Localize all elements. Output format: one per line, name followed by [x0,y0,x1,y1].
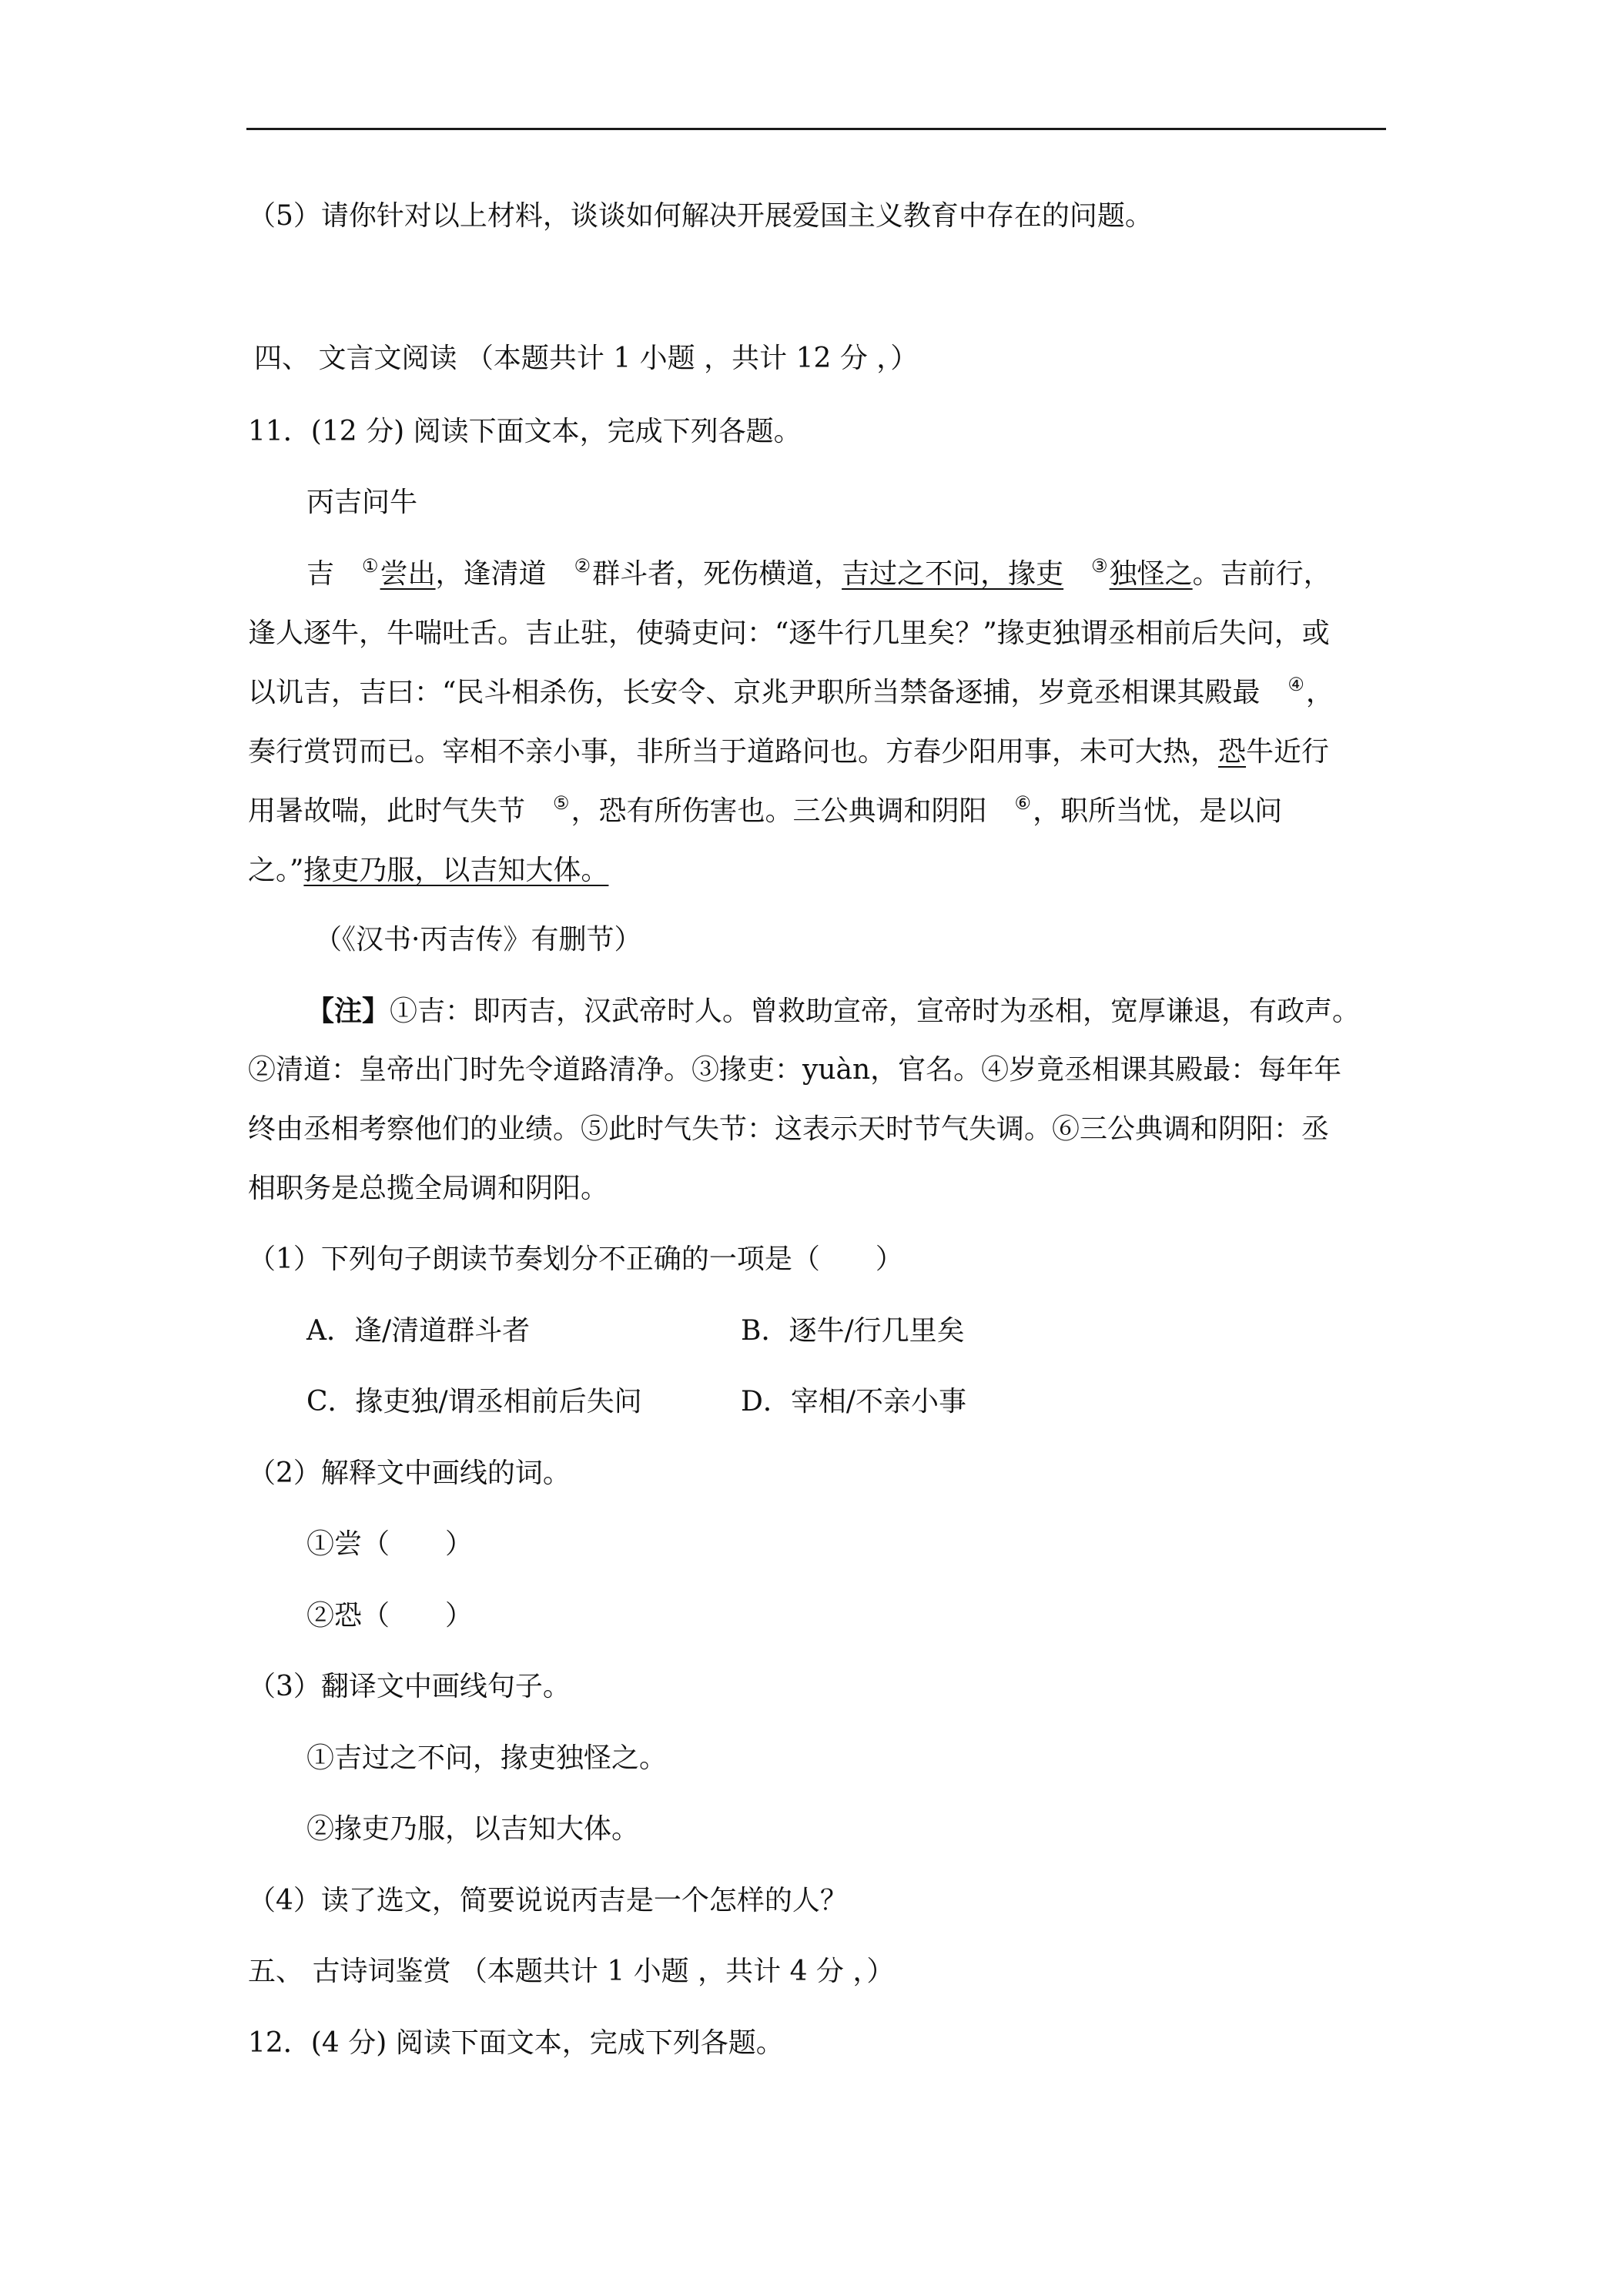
underlined-word-kong: 恐 [1218,736,1247,768]
sub-question-2-item-2: ②恐（ ） [306,1600,474,1632]
passage-text: ， [1305,677,1334,708]
passage-text: ，职所当忧，是以问 [1033,795,1283,827]
sub-question-3: （3）翻译文中画线句子。 [248,1671,571,1702]
passage-line-4 [248,735,1329,770]
passage-text: 牛近行 [1246,736,1330,768]
passage-line-3 [248,675,1334,711]
passage-text: 之。” [248,855,304,886]
passage-line-2: 逢人逐牛，牛喘吐舌。吉止驻，使骑吏问：“逐牛行几里矣？”掾吏独谓丞相前后失问，或 [248,618,1330,649]
underlined-sentence-1b: 独怪之 [1109,558,1193,590]
option-a: A．逢/清道群斗者 [306,1315,531,1347]
option-d: D．宰相/不亲小事 [741,1386,966,1417]
passage-text: ，逢清道 [435,558,547,590]
option-b: B．逐牛/行几里矣 [741,1315,965,1347]
question-10-5: （5）请你针对以上材料，谈谈如何解决开展爱国主义教育中存在的问题。 [248,200,1153,232]
footnote-mark-2: ② [574,555,591,577]
header-rule [246,128,1386,130]
passage-line-5 [248,794,1282,829]
notes-text: ①吉：即丙吉，汉武帝时人。曾救助宣帝，宣帝时为丞相，宽厚谦退，有政声。 [390,996,1361,1027]
sub-question-3-item-2: ②掾吏乃服，以吉知大体。 [306,1813,640,1845]
notes-line-4: 相职务是总揽全局调和阴阳。 [248,1173,609,1204]
question-11-header: 11．(12 分) 阅读下面文本，完成下列各题。 [248,416,802,447]
section-4-heading: 四、 文言文阅读 （本题共计 1 小题 ，共计 12 分 ，） [254,343,919,374]
passage-line-1 [306,557,1331,592]
notes-line-2: ②清道：皇帝出门时先令道路清净。③掾吏：yuàn，官名。④岁竟丞相课其殿最：每年年 [248,1054,1342,1086]
sub-question-4: （4）读了选文，简要说说丙吉是一个怎样的人？ [248,1885,848,1916]
passage-text: ，恐有所伤害也。三公典调和阴阳 [571,795,987,827]
notes-line-1 [306,993,1360,1029]
underlined-sentence-1a: 吉过之不问，掾吏 [842,558,1064,590]
notes-label: 【注】 [306,995,390,1027]
footnote-mark-6: ⑥ [1014,792,1032,814]
passage-text: 以讥吉，吉曰：“民斗相杀伤，长安令、京兆尹职所当禁备逐捕，岁竟丞相课其殿最 [248,677,1261,708]
sub-question-2-item-1: ①尝（ ） [306,1528,474,1560]
footnote-mark-5: ⑤ [553,792,570,814]
footnote-mark-3: ③ [1091,555,1108,577]
passage-text: 吉 [306,558,335,590]
notes-line-3: 终由丞相考察他们的业绩。⑤此时气失节：这表示天时节气失调。⑥三公典调和阴阳：丞 [248,1113,1330,1145]
passage-text: 群斗者，死伤横道， [592,558,842,590]
passage-source: （《汉书·丙吉传》有删节） [314,924,642,956]
question-12-header: 12．(4 分) 阅读下面文本，完成下列各题。 [248,2027,784,2059]
sub-question-2: （2）解释文中画线的词。 [248,1458,571,1489]
footnote-mark-1: ① [362,555,379,577]
passage-title: 丙吉问牛 [306,487,418,518]
underlined-sentence-2: 掾吏乃服，以吉知大体。 [303,855,609,886]
option-c: C．掾吏独/谓丞相前后失问 [306,1386,642,1417]
sub-question-1: （1）下列句子朗读节奏划分不正确的一项是（ ） [248,1243,903,1275]
footnote-mark-4: ④ [1287,674,1304,695]
passage-line-6 [248,853,608,889]
passage-text: 用暑故喘，此时气失节 [248,795,526,827]
passage-text: 奏行赏罚而已。宰相不亲小事，非所当于道路问也。方春少阳用事，未可大热， [248,736,1219,768]
underlined-word-chang: 尝出 [380,558,436,590]
passage-text: 。吉前行， [1192,558,1331,590]
section-5-heading: 五、 古诗词鉴赏 （本题共计 1 小题 ，共计 4 分 ，） [248,1956,895,1987]
sub-question-3-item-1: ①吉过之不问，掾吏独怪之。 [306,1742,668,1774]
